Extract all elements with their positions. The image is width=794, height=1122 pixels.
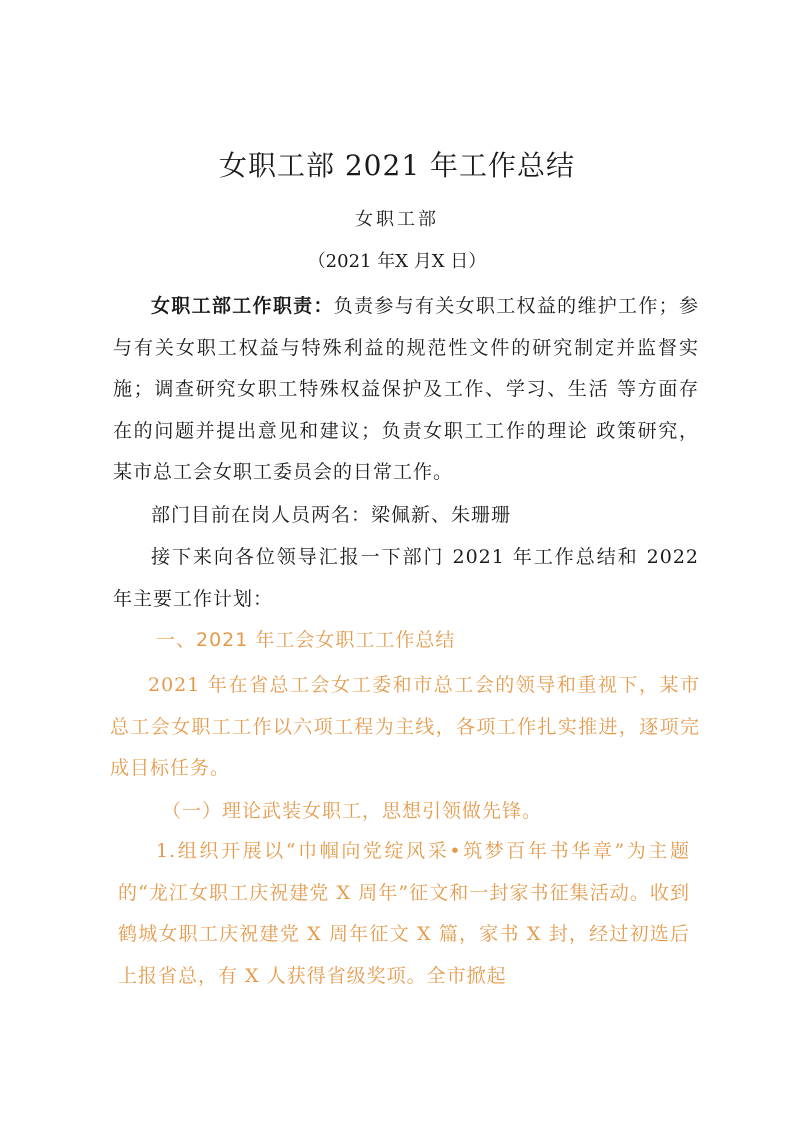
document-date: （2021 年X 月X 日） <box>307 251 487 272</box>
duty-label: 女职工部工作职责： <box>151 295 334 317</box>
duty-paragraph <box>113 286 699 494</box>
section-heading: 一、2021 年工会女职工工作总结 <box>156 629 456 651</box>
intro-paragraph: 接下来向各位领导汇报一下部门 2021 年工作总结和 2022 年主要工作计划： <box>113 546 699 610</box>
subsection-heading: （一）理论武装女职工，思想引领做先锋。 <box>162 800 543 822</box>
duty-text: 负责参与有关女职工权益的维护工作；参与有关女职工权益与特殊利益的规范性文件的研究制定并监督实施；调查研究女职工特殊权益保护及工作、学习、生活 等方面存在的问题并提出意见和建议；负责女职工工作的理论 政策研究，某市总工会女职工委员会的日常工作。 <box>113 295 699 483</box>
item-paragraph: 1.组织开展以“巾帼向党绽风采•筑梦百年书华章”为主题的“龙江女职工庆祝建党 X 周年”征文和一封家书征集活动。收到鹤城女职工庆祝建党 X 周年征文 X 篇，家书 X 封，经过初选后上报省总，有 X 人获得省级奖项。全市掀起 <box>118 840 690 987</box>
department-name: 女职工部 <box>355 209 439 230</box>
staff-paragraph: 部门目前在岗人员两名：梁佩新、朱珊珊 <box>151 504 512 526</box>
document-title: 女职工部 2021 年工作总结 <box>218 149 576 182</box>
section-summary-paragraph: 2021 年在省总工会女工委和市总工会的领导和重视下，某市总工会女职工工作以六项工程为主线，各项工作扎实推进，逐项完成目标任务。 <box>110 674 700 779</box>
